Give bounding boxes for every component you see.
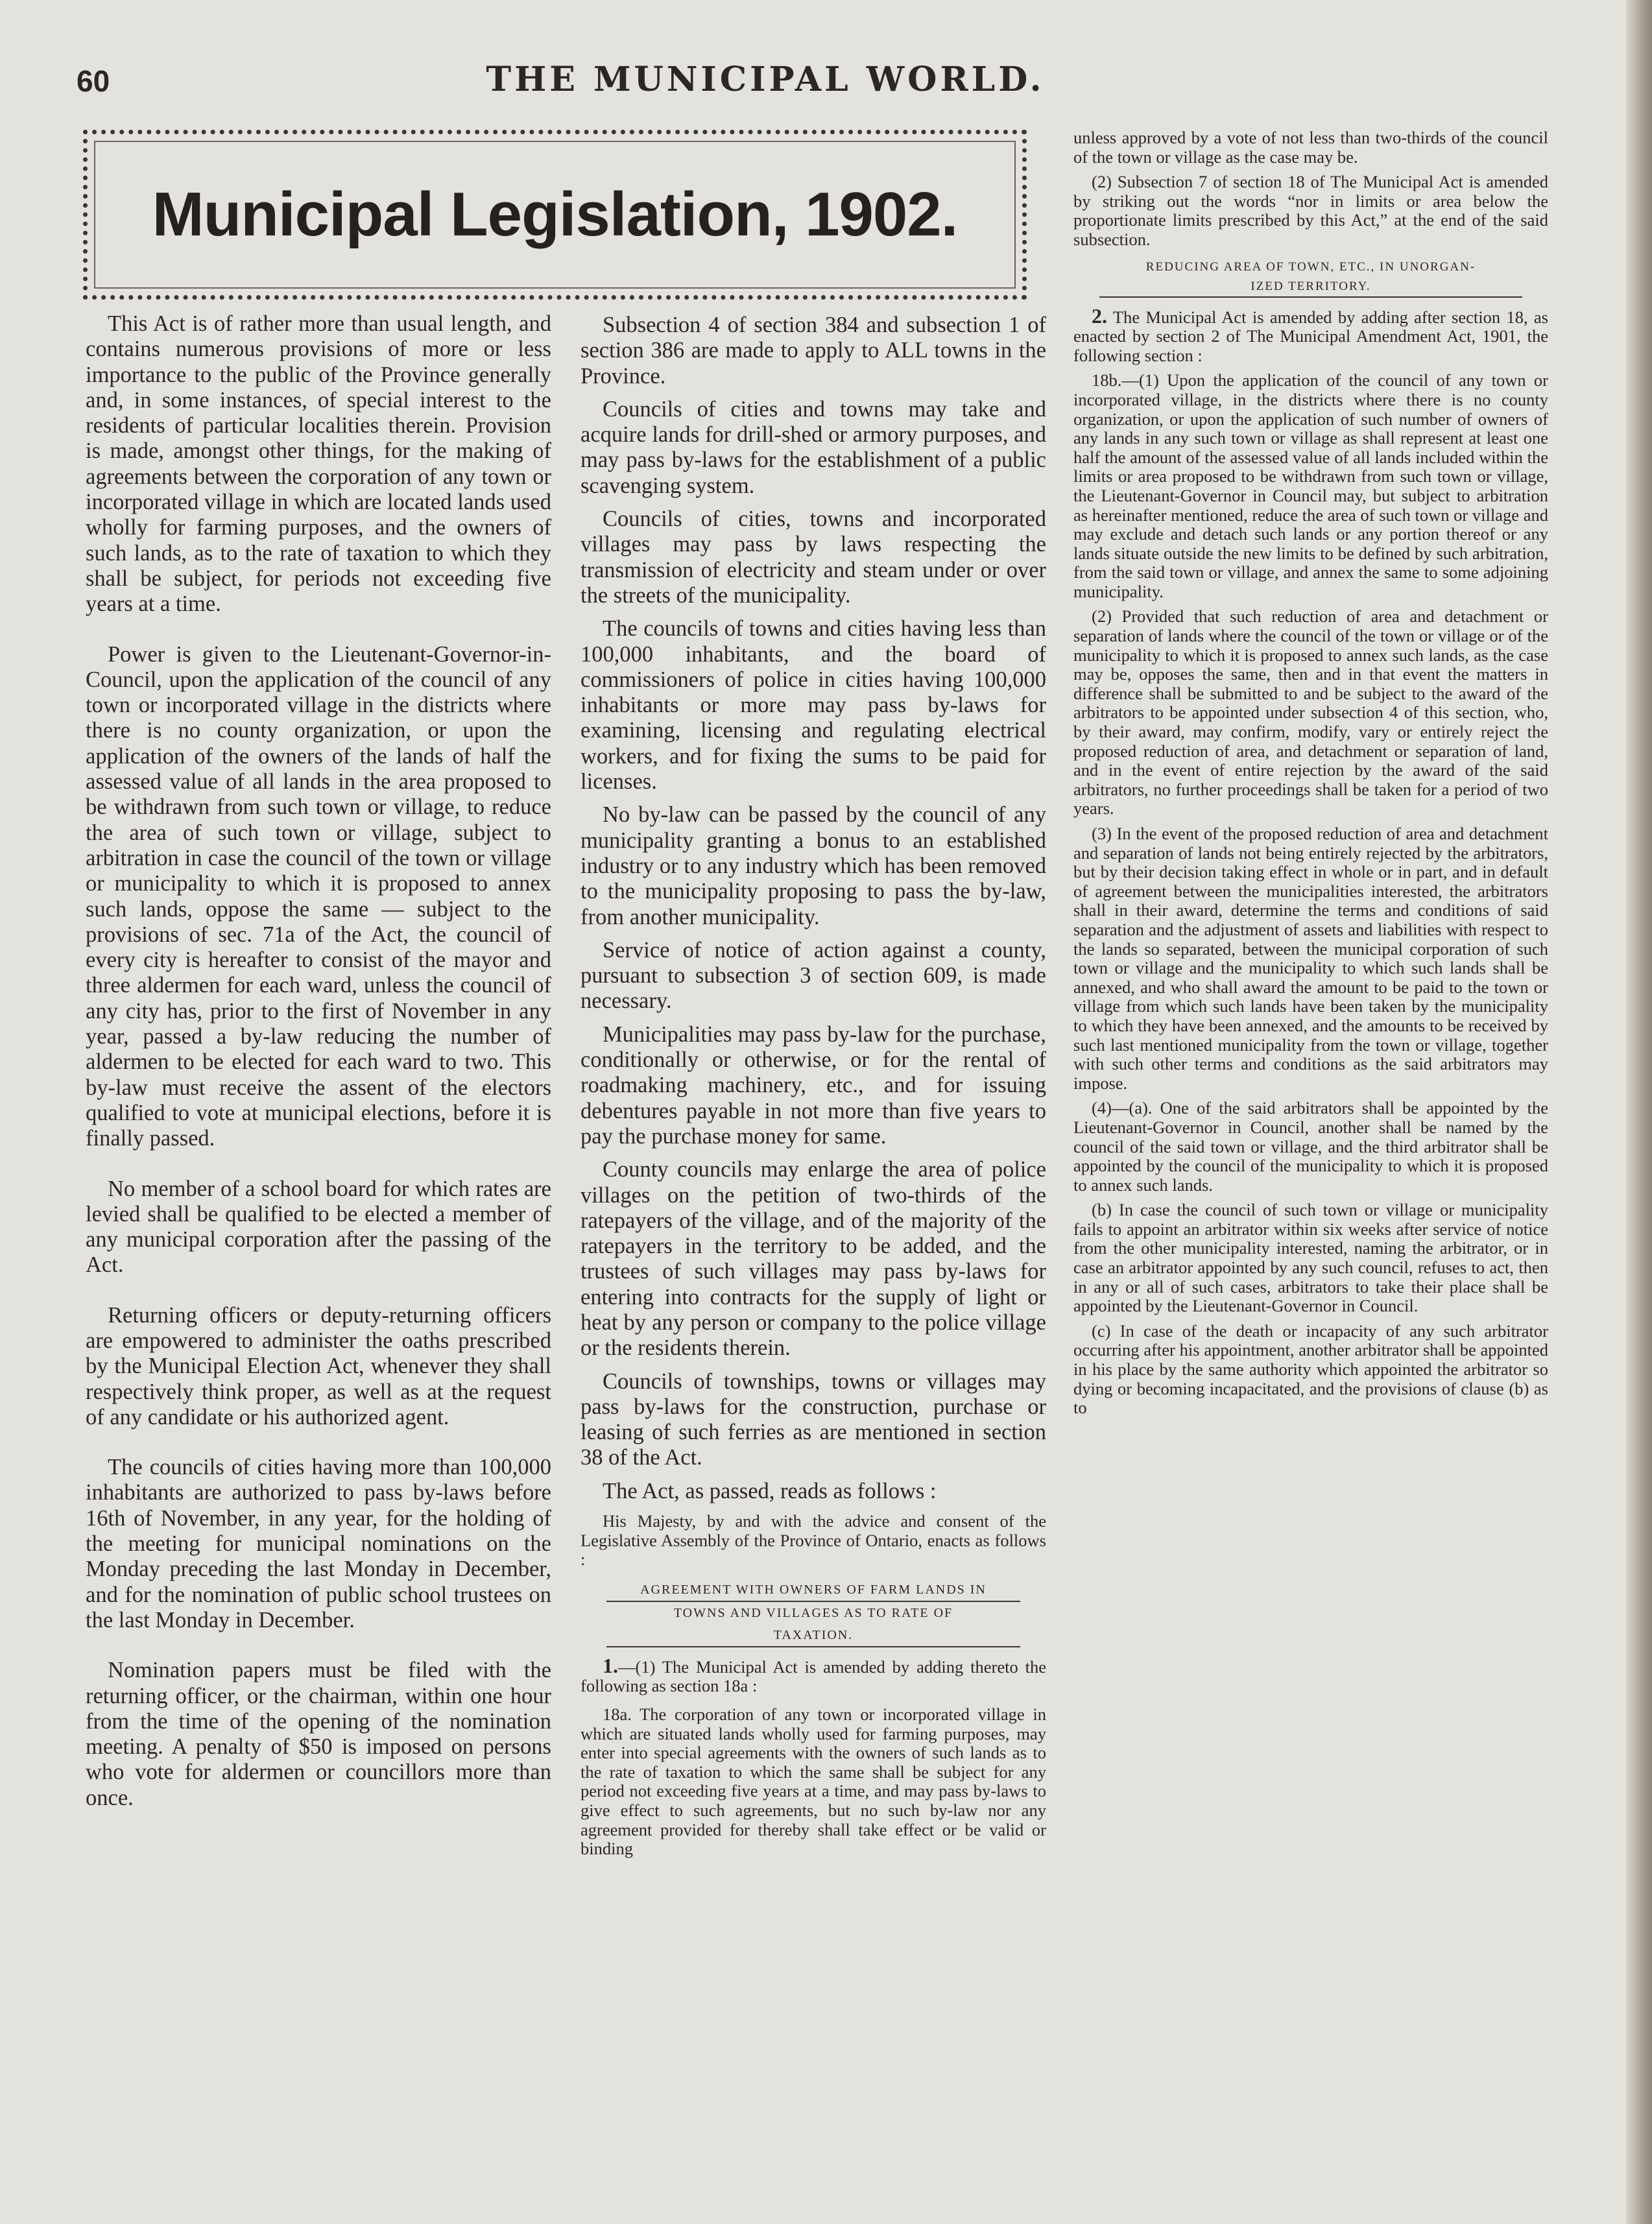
running-title: THE MUNICIPAL WORLD. [486,60,1045,99]
section-number: 1. [603,1653,618,1677]
section-18b-3: (3) In the event of the proposed reduction of area and detachment and separation of lands not being entirely rejected by the arbitrators, but by their decision taking effect in whole or in part, and in default of agreement between the municipalities interested, the arbitrators shall in their award, determine the terms and conditions of said separation and the adjustment of assets and liabilities with respect to the lands so separated, between the municipal corporation of such town or village and the municipality to which such lands shall be annexed, and who shall award the amount to be paid to the town or village from which such lands have been taken by the municipality to which they have been annexed, and the amounts to be received by such last mentioned municipality from the town or village, together with such other terms and conditions as the said arbitrators may impose. [1073,824,1548,1093]
paragraph: The councils of towns and cities having less than 100,000 inhabitants, and the board of commissioners of police in cities having 100,000 inhabitants or more may pass by-laws for examining, licensing and regulating electrical workers, and for fixing the sums to be paid for licenses. [581,616,1046,795]
enacting-clause: His Majesty, by and with the advice and consent of the Legislative Assembly of the Province of Ontario, enacts as follows : [581,1511,1046,1570]
section-heading-2 [1073,257,1548,298]
section-18b-4a: (4)—(a). One of the said arbitrators shall be appointed by the Lieutenant-Governor in Council, another shall be named by the council of the said town or village, and the third arbitrator shall be appointed by the council of the municipality to which it is proposed to annex such lands. [1073,1098,1548,1195]
section-18b-1: 18b.—(1) Upon the application of the council of any town or incorporated village, in the districts where there is no county organization, or upon the application of such number of owners of any lands in any such town or village as shall represent at least one half the amount of the assessed value of all lands included within the limits or area proposed to be withdrawn from such town or village, the Lieutenant-Governor in Council may, but subject to arbitration as hereinafter mentioned, reduce the area of such town or village and may exclude and detach such lands or any portion thereof or any lands situate outside the new limits to be defined by such arbitration, from the said town or village, and annex the same to some adjoining municipality. [1073,370,1548,601]
column-1 [86,311,551,1835]
paragraph: Returning officers or deputy-returning officers are empowered to administer the oaths prescribed by the Municipal Election Act, whenever they shall respectively think proper, as well as at the request of any candidate or his authorized agent. [86,1302,551,1429]
section-2 [1073,304,1548,366]
heading-line: AGREEMENT WITH OWNERS OF FARM LANDS IN [640,1582,987,1597]
paragraph: (2) Subsection 7 of section 18 of The Municipal Act is amended by striking out the words “nor in limits or area below the proportionate limits prescribed by this Act,” at the end of the said subsection. [1073,172,1548,249]
paragraph: This Act is of rather more than usual length, and contains numerous provisions of more or less importance to the public of the Province generally and, in some instances, of special interest to the residents of particular localities therein. Provision is made, amongst other things, for the making of agreements between the corporation of any town or incorporated village in which are located lands used wholly for farming purposes, and the owners of such lands, as to the rate of taxation to which they shall be subject, for periods not exceeding five years at a time. [86,311,551,617]
paragraph: County councils may enlarge the area of police villages on the petition of two-thirds of the ratepayers of the village, and of the majority of the ratepayers in the territory to be added, and the trustees of such villages may pass by-laws for entering into contracts for the supply of light or heat by any person or company to the police village or the residents therein. [581,1157,1046,1361]
paragraph: Power is given to the Lieutenant-Governor-in-Council, upon the application of the council of any town or incorporated village in the districts where there is no county organization, or upon the application of the owners of the lands of half the assessed value of all lands in the area proposed to be withdrawn from such town or village, to reduce the area of such town or village, subject to arbitration in case the council of the town or village or municipality to which it is proposed to annex such lands, oppose the same — subject to the provisions of sec. 71a of the Act, the council of every city is hereafter to consist of the mayor and three aldermen for each ward, unless the council of any city has, prior to the first of November in any year, passed a by-law reducing the number of aldermen to be elected for each ward to two. This by-law must receive the assent of the electors qualified to vote at municipal elections, before it is finally passed. [86,641,551,1151]
paragraph: The councils of cities having more than 100,000 inhabitants are authorized to pass by-laws before 16th of November, in any year, for the holding of the meeting for municipal nominations on the Monday preceding the last Monday in December, and for the nomination of public school trustees on the last Monday in December. [86,1455,551,1632]
section-1 [581,1653,1046,1696]
paragraph: Councils of cities, towns and incorporated villages may pass by laws respecting the transmission of electricity and steam under or over the streets of the municipality. [581,507,1046,608]
section-18a: 18a. The corporation of any town or incorporated village in which are situated lands wholly used for farming purposes, may enter into special agreements with the owners of such lands as to the rate of taxation to which the same shall be subject for any period not exceeding five years at a time, and may pass by-laws to give effect to such agreements, but no such by-law nor any agreement provided for thereby shall take effect or be valid or binding [581,1704,1046,1859]
section-18b-2: (2) Provided that such reduction of area and detachment or separation of lands where the council of the town or village or of the municipality to which it is proposed to annex such lands, as the case may be, opposes the same, then and in that event the matters in difference shall be submitted to and be subject to the award of the arbitrators to be appointed under subsection 4 of this section, who, by their award, may confirm, modify, vary or entirely reject the proposed reduction of area, and detachment or separation of land, and in the event of entire rejection by the award of the said arbitrators, no further proceedings shall be taken for a period of two years. [1073,606,1548,819]
page-number: 60 [77,64,110,98]
paragraph: Municipalities may pass by-law for the purchase, conditionally or otherwise, or for the rental of roadmaking machinery, etc., and for issuing debentures payable in not more than five years to pay the purchase money for same. [581,1022,1046,1149]
paragraph: Nomination papers must be filed with the returning officer, or the chairman, within one hour from the time of the opening of the nomination meeting. A penalty of $50 is imposed on persons who vote for aldermen or councillors more than once. [86,1658,551,1810]
section-18b-4c: (c) In case of the death or incapacity of any such arbitrator occurring after his appointment, another arbitrator shall be appointed in his place by the same authority which appointed the arbitrator so dying or becoming incapacitated, and the provisions of clause (b) as to [1073,1321,1548,1418]
article-title: Municipal Legislation, 1902. [152,180,958,249]
section-18b-4b: (b) In case the council of such town or village or municipality fails to appoint an arbitrator within six weeks after service of notice from the other municipality interested, naming the arbitrator, or in case an arbitrator appointed by any such council, refuses to act, then in any or all of such cases, arbitrators to take their place shall be appointed by the Lieutenant-Governor in Council. [1073,1200,1548,1316]
divider [1099,296,1522,298]
section-heading-1 [581,1579,1046,1647]
heading-line: IZED TERRITORY. [1251,279,1371,293]
paragraph: The Act, as passed, reads as follows : [603,1478,937,1503]
column-3 [1073,128,1548,1424]
paragraph: Councils of cities and towns may take and acquire lands for drill-shed or armory purposes, and may pass by-laws for the establishment of a public scavenging system. [581,396,1046,498]
divider [606,1646,1020,1647]
heading-line: TOWNS AND VILLAGES AS TO RATE OF [673,1605,953,1620]
section-number: 2. [1092,304,1107,328]
paragraph: Councils of townships, towns or villages may pass by-laws for the construction, purchase or leasing of such ferries as are mentioned in section 38 of the Act. [581,1369,1046,1470]
heading-line: TAXATION. [773,1627,854,1642]
paragraph: Service of notice of action against a county, pursuant to subsection 3 of section 609, is made necessary. [581,937,1046,1014]
section-text: The Municipal Act is amended by adding after section 18, as enacted by section 2 of The Municipal Amendment Act, 1901, the following section : [1073,307,1548,365]
page-binding-edge [1626,0,1652,2224]
column-2 [581,313,1046,1868]
paragraph: Subsection 4 of section 384 and subsection 1 of section 386 are made to apply to ALL towns in the Province. [581,313,1046,389]
paragraph: No by-law can be passed by the council of any municipality granting a bonus to an established industry or to any industry which has been removed to the municipality proposing to pass the by-law, from another municipality. [581,802,1046,929]
heading-line: REDUCING AREA OF TOWN, ETC., IN UNORGAN- [1145,259,1476,274]
paragraph: unless approved by a vote of not less than two-thirds of the council of the town or village as the case may be. [1073,128,1548,167]
section-text: —(1) The Municipal Act is amended by adding thereto the following as section 18a : [581,1656,1046,1696]
article-title-box [83,130,1027,300]
paragraph: No member of a school board for which rates are levied shall be qualified to be elected a member of any municipal corporation after the passing of the Act. [86,1176,551,1278]
